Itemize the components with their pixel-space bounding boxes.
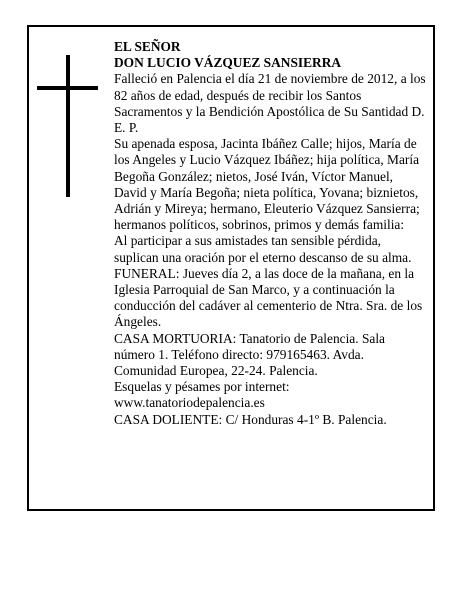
obituary-title: EL SEÑOR <box>114 39 181 54</box>
family-list: Su apenada esposa, Jacinta Ibáñez Calle; hijos, María de los Angeles y Lucio Vázquez Ibáñez; hija política, María Begoña González; nietos, José Iván, Víctor Manuel, David y María Begoña; nieta política, Yovana; biznietos, Adrián y Mireya; hermano, Eleuterio Vázquez Sansierra; hermanos políticos, sobrinos, primos y demás familia: <box>114 136 420 233</box>
cross-horizontal-bar <box>37 86 98 90</box>
death-announcement: Falleció en Palencia el día 21 de noviembre de 2012, a los 82 años de edad, después de recibir los Santos Sacramentos y la Bendición Apostólica de Su Santidad D. E. P. <box>114 71 426 136</box>
family-home-address: CASA DOLIENTE: C/ Honduras 4-1º B. Palencia. <box>114 411 387 427</box>
obituary-text <box>114 39 426 428</box>
funeral-home-details: CASA MORTUORIA: Tanatorio de Palencia. Sala número 1. Teléfono directo: 979165463. Avda. Comunidad Europea, 22-24. Palencia. <box>114 330 385 379</box>
cross-vertical-bar <box>66 55 70 197</box>
deceased-name: DON LUCIO VÁZQUEZ SANSIERRA <box>114 55 342 71</box>
prayer-request: Al participar a sus amistades tan sensible pérdida, suplican una oración por el eterno descanso de su alma. <box>114 233 412 265</box>
funeral-details: FUNERAL: Jueves día 2, a las doce de la mañana, en la Iglesia Parroquial de San Marco, y a continuación la conducción del cadáver al cementerio de Ntra. Sra. de los Ángeles. <box>114 265 423 330</box>
online-condolences: Esquelas y pésames por internet: www.tanatoriodepalencia.es <box>114 379 290 411</box>
